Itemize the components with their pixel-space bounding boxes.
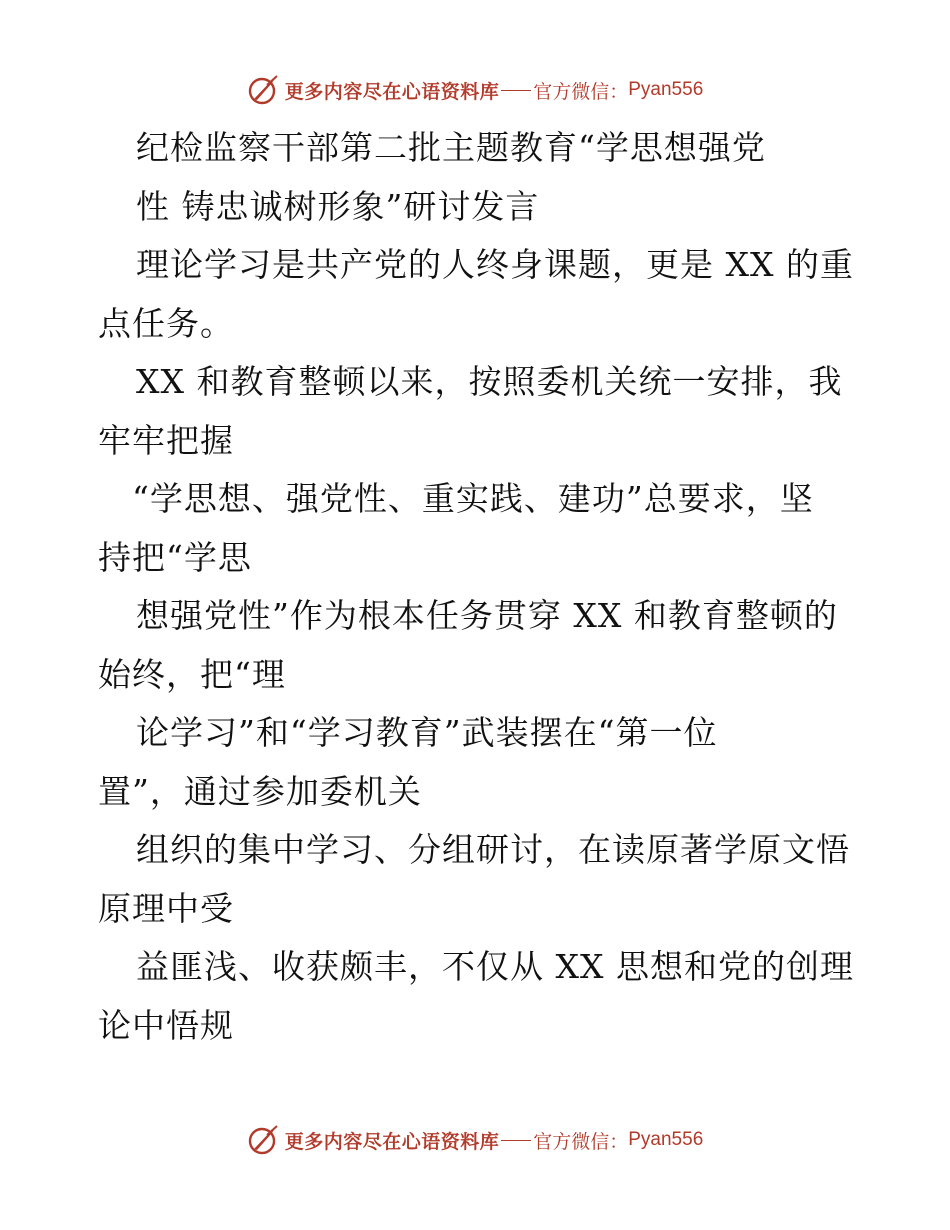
- quill-logo-icon: [247, 73, 281, 107]
- document-body: [98, 119, 858, 1055]
- banner-wechat-label: 官方微信：: [533, 1130, 629, 1153]
- paragraph-line: “学思想、强党性、重实践、建功”总要求，坚: [132, 479, 814, 518]
- paragraph-line: 论中悟规: [98, 1005, 234, 1045]
- paragraph-line: XX 和教育整顿以来，按照委机关统一安排，我: [136, 362, 843, 401]
- banner-text: 更多内容尽在心语资料库: [284, 80, 500, 103]
- banner-wechat-id: Pyan556: [628, 79, 704, 100]
- quill-logo-icon: [247, 1123, 281, 1157]
- paragraph-line: 想强党性”作为根本任务贯穿 XX 和教育整顿的: [136, 596, 838, 635]
- paragraph-line: 置”，通过参加委机关: [98, 771, 422, 811]
- banner-text: 更多内容尽在心语资料库: [284, 1130, 500, 1153]
- banner-wechat-id: Pyan556: [628, 1129, 704, 1150]
- paragraph-line: 点任务。: [98, 303, 234, 343]
- paragraph-line: 始终，把“理: [98, 654, 286, 694]
- document-title-line: 纪检监察干部第二批主题教育“学思想强党: [136, 128, 766, 167]
- banner-dash: [501, 90, 531, 91]
- paragraph-line: 益匪浅、收获颇丰，不仅从 XX 思想和党的创理: [136, 947, 854, 986]
- header-banner: [0, 70, 950, 110]
- banner-dash: [501, 1140, 531, 1141]
- paragraph-line: 论学习”和“学习教育”武装摆在“第一位: [136, 713, 718, 752]
- paragraph-line: 原理中受: [98, 888, 234, 928]
- footer-banner: [0, 1120, 950, 1160]
- banner-wechat-label: 官方微信：: [533, 80, 629, 103]
- document-title-line: 性 铸忠诚树形象”研讨发言: [136, 186, 540, 226]
- paragraph-line: 理论学习是共产党的人终身课题，更是 XX 的重: [136, 245, 854, 284]
- paragraph-line: 组织的集中学习、分组研讨，在读原著学原文悟: [136, 830, 850, 869]
- paragraph-line: 持把“学思: [98, 537, 252, 577]
- paragraph-line: 牢牢把握: [98, 420, 234, 460]
